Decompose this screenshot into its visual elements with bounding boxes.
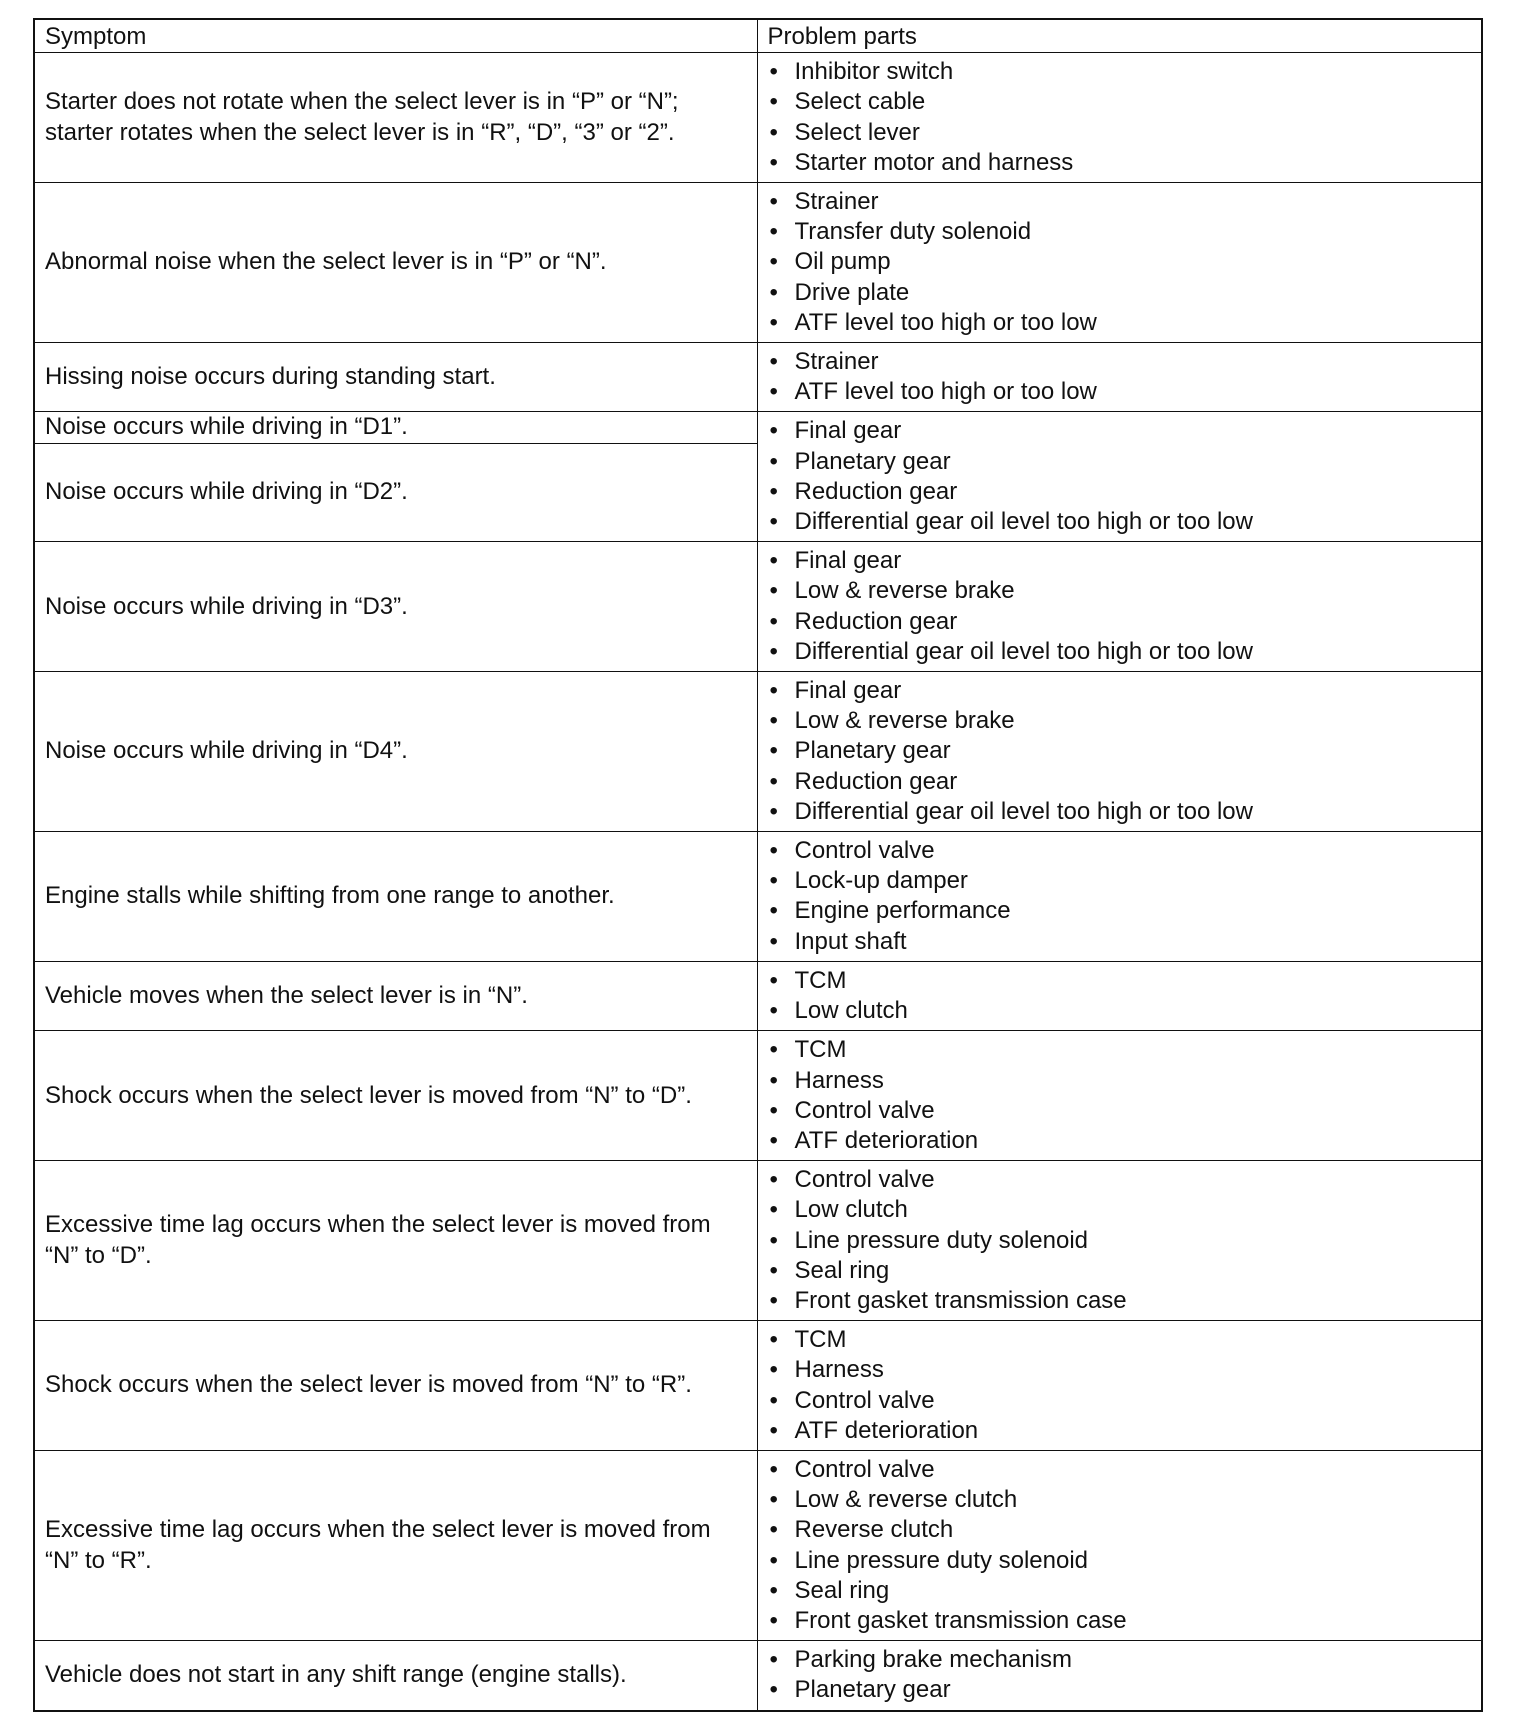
symptom-parts-table xyxy=(33,18,1483,1712)
problem-part-item: • Line pressure duty solenoid xyxy=(768,1226,1474,1256)
problem-part-item: • TCM xyxy=(768,1325,1474,1355)
parts-list xyxy=(768,57,1474,178)
table-row xyxy=(34,1450,1482,1640)
table-row xyxy=(34,412,1482,443)
parts-list xyxy=(768,1035,1474,1156)
problem-part-item: • Reduction gear xyxy=(768,607,1474,637)
problem-part-item: • Inhibitor switch xyxy=(768,57,1474,87)
problem-part-item: • TCM xyxy=(768,1035,1474,1065)
symptom-cell: Vehicle does not start in any shift range (engine stalls). xyxy=(34,1641,757,1711)
problem-parts-cell xyxy=(757,1031,1482,1161)
problem-part-item: • Low clutch xyxy=(768,996,1474,1026)
symptom-column-header: Symptom xyxy=(34,19,757,53)
problem-part-item: • Low & reverse clutch xyxy=(768,1485,1474,1515)
symptom-cell: Noise occurs while driving in “D4”. xyxy=(34,672,757,832)
problem-part-item: • Final gear xyxy=(768,416,1474,446)
problem-part-item: • Front gasket transmission case xyxy=(768,1286,1474,1316)
problem-part-item: • Planetary gear xyxy=(768,1675,1474,1705)
problem-part-item: • Differential gear oil level too high or too low xyxy=(768,637,1474,667)
symptom-cell: Starter does not rotate when the select lever is in “P” or “N”; starter rotates when the select lever is in “R”, “D”, “3” or “2”. xyxy=(34,53,757,183)
problem-part-item: • Select cable xyxy=(768,87,1474,117)
symptom-cell: Noise occurs while driving in “D3”. xyxy=(34,542,757,672)
problem-part-item: • Low & reverse brake xyxy=(768,706,1474,736)
symptom-cell: Excessive time lag occurs when the select lever is moved from “N” to “D”. xyxy=(34,1161,757,1321)
problem-parts-cell xyxy=(757,542,1482,672)
table-row xyxy=(34,183,1482,343)
problem-part-item: • Final gear xyxy=(768,676,1474,706)
parts-list xyxy=(768,347,1474,407)
problem-part-item: • Reduction gear xyxy=(768,477,1474,507)
problem-part-item: • Final gear xyxy=(768,546,1474,576)
problem-part-item: • Reverse clutch xyxy=(768,1515,1474,1545)
problem-part-item: • Control valve xyxy=(768,836,1474,866)
symptom-cell: Hissing noise occurs during standing start. xyxy=(34,343,757,412)
table-body xyxy=(34,53,1482,1711)
problem-part-item: • Transfer duty solenoid xyxy=(768,217,1474,247)
symptom-cell: Noise occurs while driving in “D1”. xyxy=(34,412,757,443)
problem-part-item: • Control valve xyxy=(768,1096,1474,1126)
problem-part-item: • Oil pump xyxy=(768,247,1474,277)
table-row xyxy=(34,672,1482,832)
problem-part-item: • Control valve xyxy=(768,1455,1474,1485)
problem-part-item: • Differential gear oil level too high or too low xyxy=(768,507,1474,537)
problem-parts-cell xyxy=(757,1321,1482,1451)
table-row xyxy=(34,542,1482,672)
problem-part-item: • Starter motor and harness xyxy=(768,148,1474,178)
problem-part-item: • Differential gear oil level too high or too low xyxy=(768,797,1474,827)
parts-list xyxy=(768,1645,1474,1705)
problem-part-item: • Drive plate xyxy=(768,278,1474,308)
table-row xyxy=(34,53,1482,183)
problem-part-item: • Lock-up damper xyxy=(768,866,1474,896)
parts-list xyxy=(768,966,1474,1026)
problem-part-item: • Line pressure duty solenoid xyxy=(768,1546,1474,1576)
header-row xyxy=(34,19,1482,53)
problem-parts-cell xyxy=(757,1450,1482,1640)
problem-part-item: • ATF deterioration xyxy=(768,1126,1474,1156)
problem-part-item: • Control valve xyxy=(768,1165,1474,1195)
problem-part-item: • Strainer xyxy=(768,347,1474,377)
problem-parts-cell xyxy=(757,961,1482,1030)
problem-part-item: • Control valve xyxy=(768,1386,1474,1416)
problem-part-item: • Harness xyxy=(768,1355,1474,1385)
problem-part-item: • ATF level too high or too low xyxy=(768,377,1474,407)
symptom-cell: Excessive time lag occurs when the select lever is moved from “N” to “R”. xyxy=(34,1450,757,1640)
problem-part-item: • TCM xyxy=(768,966,1474,996)
parts-list xyxy=(768,546,1474,667)
symptom-cell: Shock occurs when the select lever is moved from “N” to “D”. xyxy=(34,1031,757,1161)
problem-parts-cell xyxy=(757,1641,1482,1711)
problem-parts-cell xyxy=(757,832,1482,962)
problem-part-item: • Parking brake mechanism xyxy=(768,1645,1474,1675)
symptom-cell: Vehicle moves when the select lever is in “N”. xyxy=(34,961,757,1030)
table-row xyxy=(34,832,1482,962)
table-row xyxy=(34,1641,1482,1711)
problem-part-item: • Front gasket transmission case xyxy=(768,1606,1474,1636)
problem-part-item: • Planetary gear xyxy=(768,447,1474,477)
problem-part-item: • Input shaft xyxy=(768,927,1474,957)
parts-list xyxy=(768,416,1474,537)
table-row xyxy=(34,343,1482,412)
symptom-cell: Abnormal noise when the select lever is in “P” or “N”. xyxy=(34,183,757,343)
problem-parts-cell xyxy=(757,1161,1482,1321)
problem-part-item: • Planetary gear xyxy=(768,736,1474,766)
problem-part-item: • Seal ring xyxy=(768,1256,1474,1286)
problem-part-item: • Select lever xyxy=(768,118,1474,148)
problem-parts-cell xyxy=(757,53,1482,183)
problem-part-item: • ATF deterioration xyxy=(768,1416,1474,1446)
problem-part-item: • Low & reverse brake xyxy=(768,576,1474,606)
symptom-cell: Noise occurs while driving in “D2”. xyxy=(34,443,757,542)
problem-part-item: • Engine performance xyxy=(768,896,1474,926)
table-row xyxy=(34,1161,1482,1321)
parts-list xyxy=(768,676,1474,827)
table-row xyxy=(34,1031,1482,1161)
parts-list xyxy=(768,1165,1474,1316)
problem-parts-cell xyxy=(757,672,1482,832)
parts-list xyxy=(768,1325,1474,1446)
problem-parts-cell xyxy=(757,343,1482,412)
problem-part-item: • Reduction gear xyxy=(768,767,1474,797)
problem-part-item: • Strainer xyxy=(768,187,1474,217)
problem-part-item: • Seal ring xyxy=(768,1576,1474,1606)
problem-parts-column-header: Problem parts xyxy=(757,19,1482,53)
symptom-cell: Engine stalls while shifting from one range to another. xyxy=(34,832,757,962)
parts-list xyxy=(768,1455,1474,1636)
table-row xyxy=(34,1321,1482,1451)
problem-part-item: • ATF level too high or too low xyxy=(768,308,1474,338)
parts-list xyxy=(768,187,1474,338)
problem-parts-cell xyxy=(757,412,1482,542)
problem-part-item: • Harness xyxy=(768,1066,1474,1096)
problem-parts-cell xyxy=(757,183,1482,343)
symptom-cell: Shock occurs when the select lever is moved from “N” to “R”. xyxy=(34,1321,757,1451)
table-row xyxy=(34,961,1482,1030)
problem-part-item: • Low clutch xyxy=(768,1195,1474,1225)
parts-list xyxy=(768,836,1474,957)
